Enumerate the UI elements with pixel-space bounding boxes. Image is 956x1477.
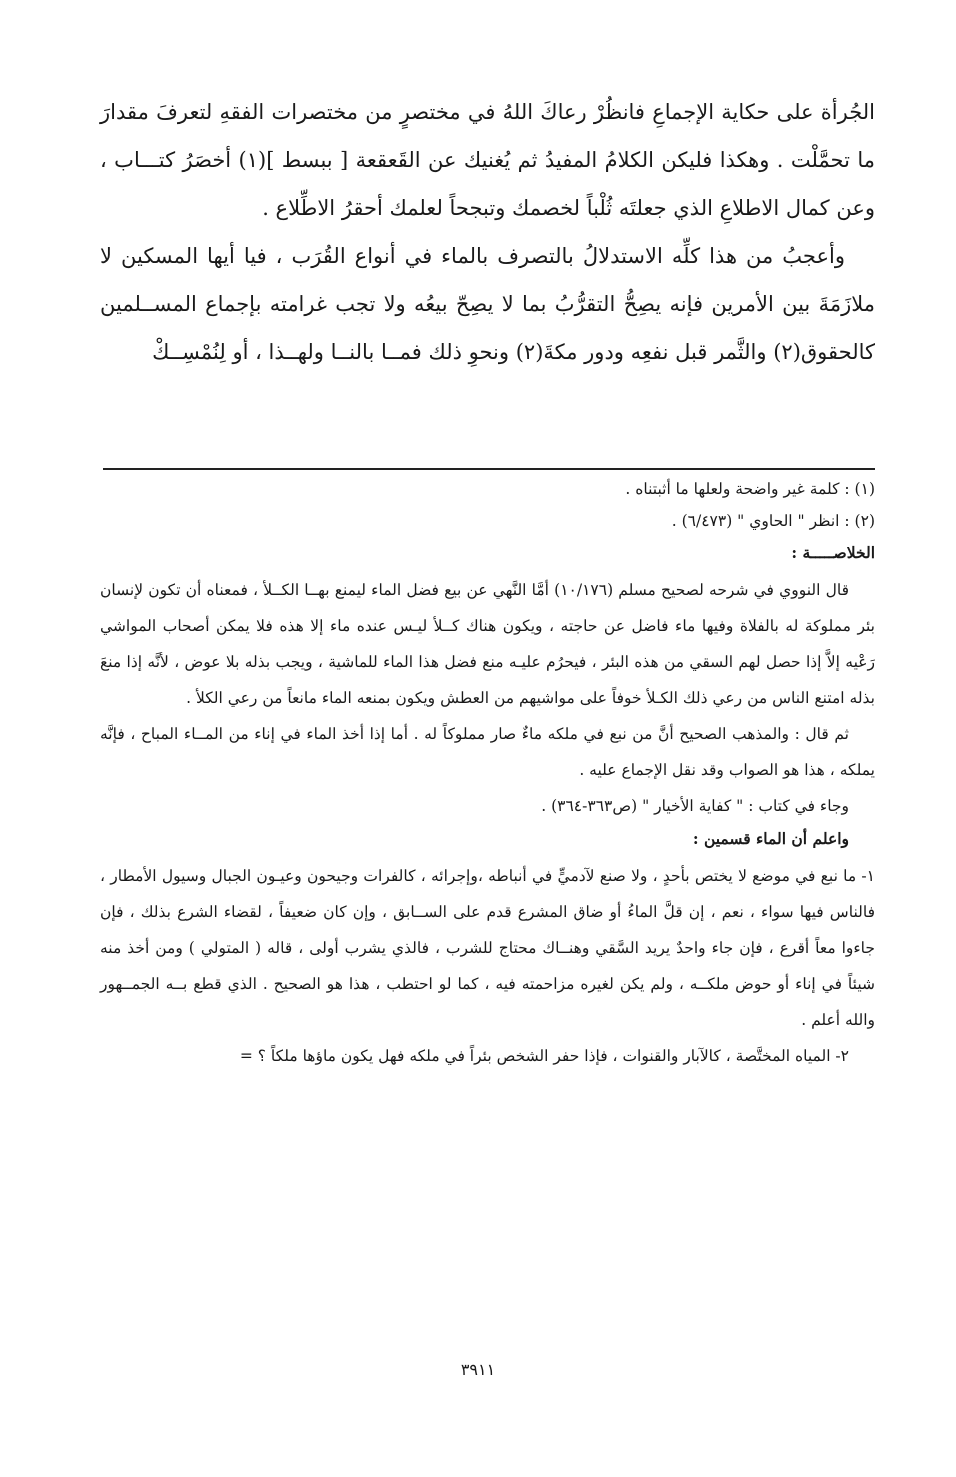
summary-paragraph-2: ثم قال : والمذهب الصحيح أنَّ من نبع في ملكه ماءٌ صار مملوكاً له . أما إذا أخذ الماء في إناء من المــاء المباح ، فإنَّه يملكه ، هذا هو الصواب وقد نقل الإجماع عليه . [100,725,875,779]
notes-section [100,470,875,1074]
page-number: ٣٩١١ [460,1360,496,1379]
summary-subheading: واعلم أن الماء قسمين : [692,829,849,848]
footnote-1: (١) : كلمة غير واضحة ولعلها ما أثبتناه . [625,480,875,498]
main-text [100,88,875,376]
summary-paragraph-3: وجاء في كتاب : " كفاية الأخيار " (ص٣٦٣-٣٦٤) . [541,797,849,815]
summary-heading: الخلاصـــــة : [791,543,875,562]
footnote-2: (٢) : انظر " الحاوي " (٦/٤٧٣) . [671,512,875,530]
main-paragraph-1: الجُرأة على حكاية الإجماعِ فانظُرْ رعاكَ اللهُ في مختصرٍ من مختصرات الفقهِ لتعرفَ مقدارَ ما تحمَّلْت . وهكذا فليكن الكلامُ المفيدُ ثم يُغنيك عن القَعقعة [ ببسط ](١) أخصَرُ كتـــاب ، وعن كمال الاطلاعِ الذي جعلتَه ثُلْباً لخصمك وتبجحاً لعلمك أحقرُ الاطِّلاع . [100,100,875,220]
main-paragraph-2: وأعجبُ من هذا كلِّه الاستدلالُ بالتصرف بالماء في أنواع القُرَب ، فيا أيها المسكين لا ملازَمَةَ بين الأمرين فإنه يصِحُّ التقرُّبُ بما لا يصِحّ بيعُه ولا تجب غرامته بإجماع المســلمين كالحقوق(٢) والثَّمر قبل نفعِه ودور مكةَ(٢) ونحوِ ذلك فمــا بالنــا ولهــذا ، أو لِنُمْسِــكْ [100,244,875,364]
summary-paragraph-1: قال النووي في شرحه لصحيح مسلم (١٠/١٧٦) أمَّا النَّهي عن بيع فضل الماء ليمنع بهــا الكــلأ ، فمعناه أن تكون لإنسان بئر مملوكة له بالفلاة وفيها ماء فاضل عن حاجته ، ويكون هناك كــلأ ليـس عنده ماء إلا هذه فلا يمكن أصحاب المواشي رَعْيه إلاَّ إذا حصل لهم السقي من هذه البئر ، فيحرُم عليـه منع فضل هذا الماء للماشية ، ويجب بذله بلا عوض ، لأنَّه إذا منعَ بذله امتنع الناس من رعي ذلك الكـلأ خوفاً على مواشيهم من العطش ويكون بمنعه الماء مانعاً من رعي الكلأ . [100,581,875,707]
list-item-1: ١- ما نبع في موضع لا يختص بأحدٍ ، ولا صنع لآدميٍّ في أنباطه ،وإجرائه ، كالفرات وجيحون وعيـون الجبال وسيول الأمطار ، فالناس فيها سواء ، نعم ، إن قلَّ الماءُ أو ضاق المشرع قدم على الســابق ، وإن كان ضعيفاً ، لقضاء الشرع بذلك ، فإن جاءوا معاً أقرع ، فإن جاء واحدٌ يريد السَّقي وهنــاك محتاج للشرب ، فالذي يشرب أولى ، قاله ( المتولي ) ومن أخذ منه شيئاً في إناء أو حوض ملكــه ، ولم يكن لغيره مزاحمته فيه ، كما لو احتطب ، هذا هو الصحيح . الذي قطع بــه الجمــهور والله أعلم . [100,867,875,1029]
list-item-2: ٢- المياه المختَّصة ، كالآبار والقنوات ، فإذا حفر الشخص بئراً في ملكه فهل يكون ماؤها ملكاً ؟ = [239,1047,849,1065]
